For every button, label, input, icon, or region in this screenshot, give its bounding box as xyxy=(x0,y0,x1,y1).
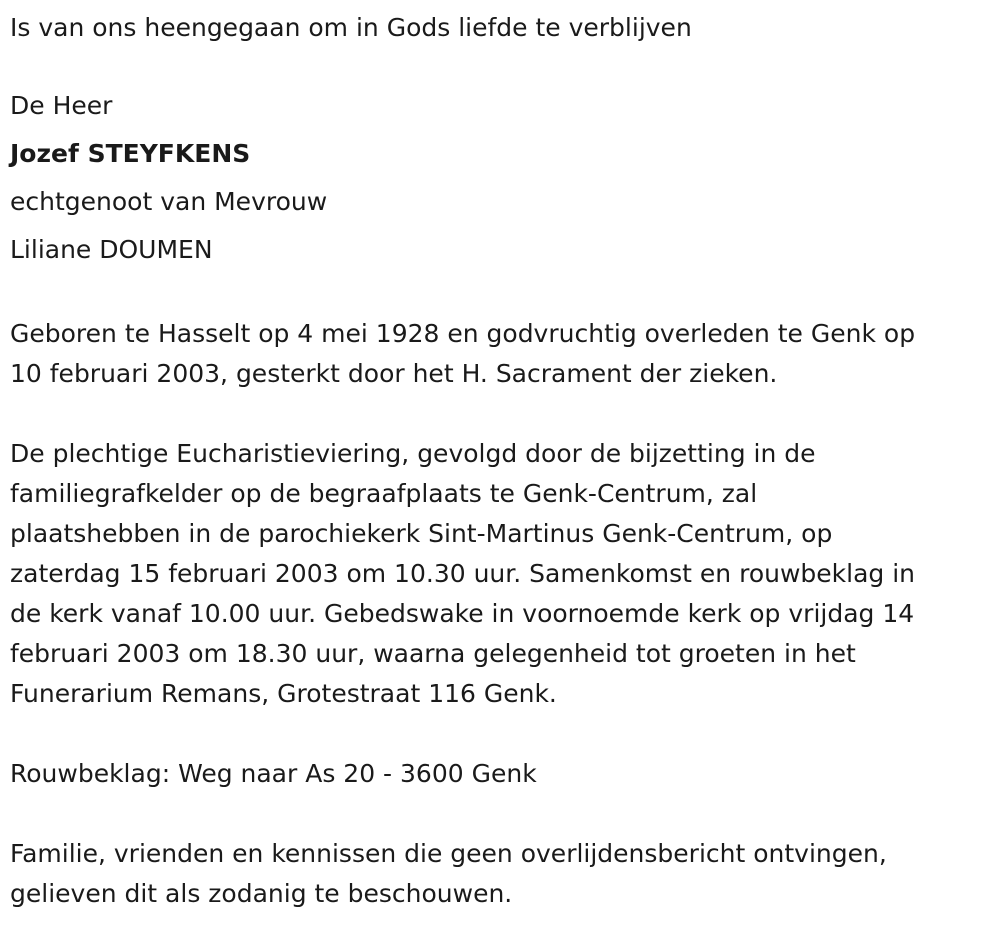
paragraph-line: zaterdag 15 februari 2003 om 10.30 uur. Samenkomst en rouwbeklag in xyxy=(10,559,916,588)
paragraph-line: gelieven dit als zodanig te beschouwen. xyxy=(10,879,513,908)
paragraph-line: De plechtige Eucharistieviering, gevolgd door de bijzetting in de xyxy=(10,439,816,468)
paragraph-line: februari 2003 om 18.30 uur, waarna gelegenheid tot groeten in het xyxy=(10,639,856,668)
paragraph-line: Familie, vrienden en kennissen die geen overlijdensbericht ontvingen, xyxy=(10,839,887,868)
paragraph-line: Funerarium Remans, Grotestraat 116 Genk. xyxy=(10,679,557,708)
paragraph-line: 10 februari 2003, gesterkt door het H. Sacrament der zieken. xyxy=(10,359,778,388)
paragraph-line: Geboren te Hasselt op 4 mei 1928 en godvruchtig overleden te Genk op xyxy=(10,319,916,348)
deceased-name: Jozef STEYFKENS xyxy=(10,139,251,168)
spouse-name: Liliane DOUMEN xyxy=(10,235,213,264)
paragraph-line: plaatshebben in de parochiekerk Sint-Martinus Genk-Centrum, op xyxy=(10,519,833,548)
spouse-label: echtgenoot van Mevrouw xyxy=(10,187,328,216)
closing-paragraph xyxy=(10,834,1000,914)
spacer xyxy=(10,394,1000,434)
intro-line: Is van ons heengegaan om in Gods liefde te verblijven xyxy=(10,13,692,42)
paragraph-line: de kerk vanaf 10.00 uur. Gebedswake in voornoemde kerk op vrijdag 14 xyxy=(10,599,915,628)
spacer xyxy=(10,714,1000,754)
birth-death-paragraph xyxy=(10,314,1000,394)
spacer xyxy=(10,274,1000,314)
condolence-address: Rouwbeklag: Weg naar As 20 - 3600 Genk xyxy=(10,759,537,788)
spacer xyxy=(10,48,1000,82)
paragraph-line: familiegrafkelder op de begraafplaats te Genk-Centrum, zal xyxy=(10,479,758,508)
spacer xyxy=(10,794,1000,834)
honorific: De Heer xyxy=(10,91,113,120)
ceremony-paragraph xyxy=(10,434,1000,714)
